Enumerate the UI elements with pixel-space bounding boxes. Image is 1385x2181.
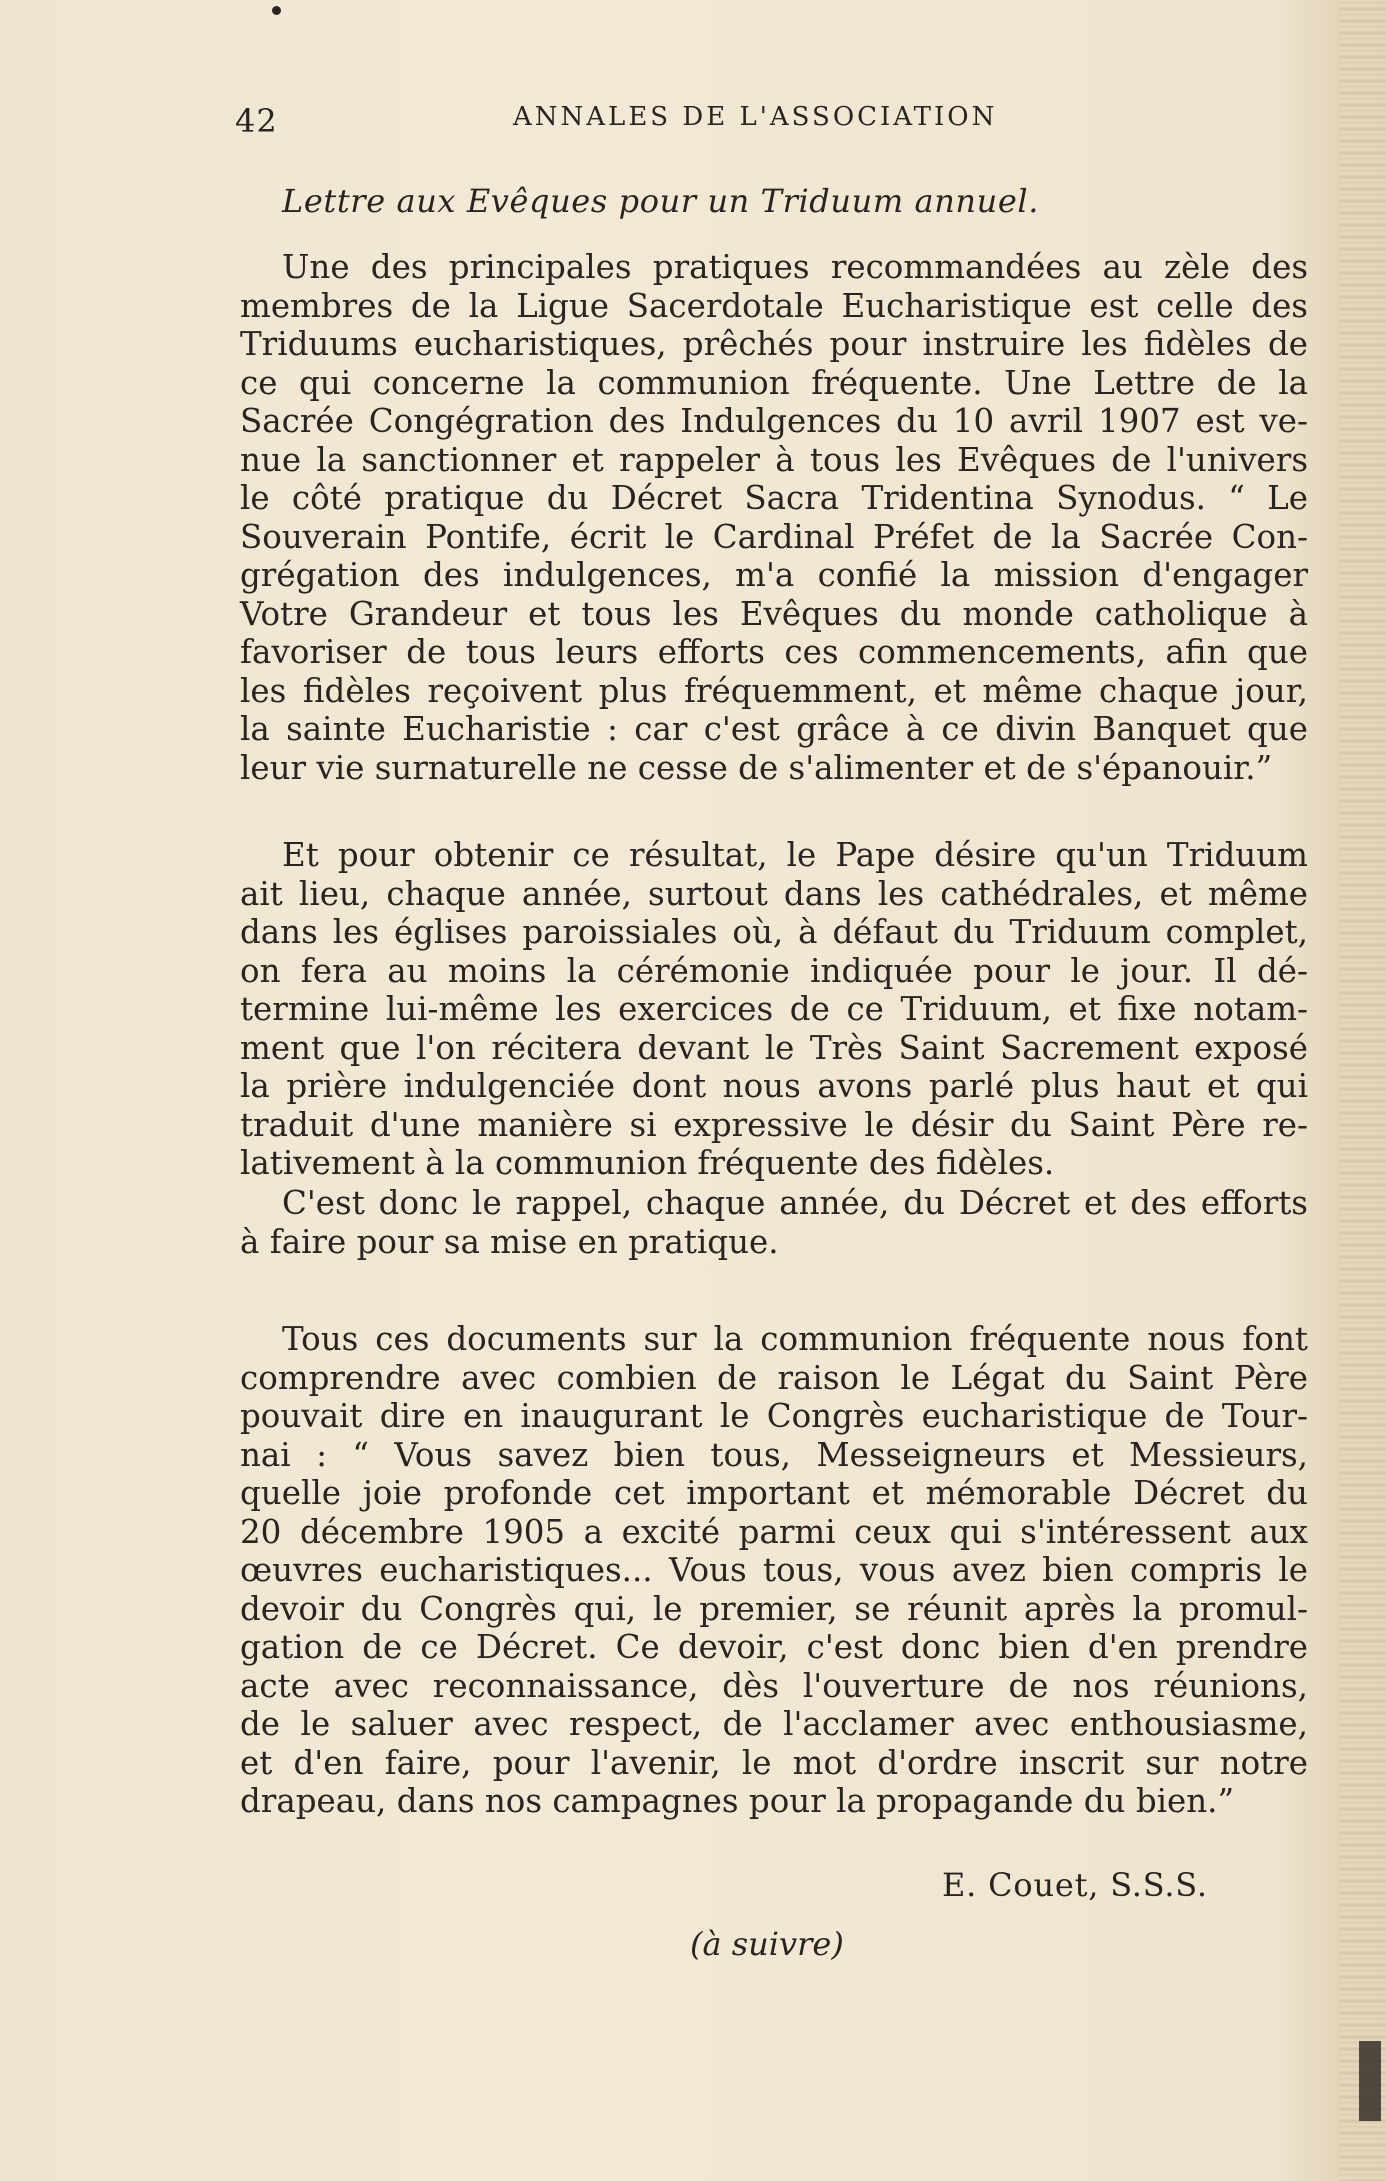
text-line: Votre Grandeur et tous les Evêques du monde catholique à bbox=[240, 594, 1308, 633]
text-line: Triduums eucharistiques, prêchés pour instruire les fidèles de bbox=[240, 325, 1308, 363]
text-line: C'est donc le rappel, chaque année, du Décret et des efforts bbox=[282, 1184, 1308, 1222]
text-line: Tous ces documents sur la communion fréquente nous font bbox=[282, 1320, 1308, 1358]
text-line: lativement à la communion fréquente des fidèles. bbox=[240, 1144, 1055, 1182]
to-be-continued bbox=[690, 1925, 844, 1963]
text-line: favoriser de tous leurs efforts ces commencements, afin que bbox=[240, 633, 1308, 671]
text-line: la prière indulgenciée dont nous avons parlé plus haut et qui bbox=[240, 1067, 1308, 1105]
text-line: de le saluer avec respect, de l'acclamer avec enthousiasme, bbox=[240, 1705, 1308, 1743]
text-line: leur vie surnaturelle ne cesse de s'alimenter et de s'épanouir.” bbox=[240, 748, 1273, 787]
paragraph-4 bbox=[240, 1320, 1308, 1821]
text-line: les fidèles reçoivent plus fréquemment, et même chaque jour, bbox=[240, 671, 1308, 710]
text-line: on fera au moins la cérémonie indiquée pour le jour. Il dé- bbox=[240, 951, 1308, 990]
page-header bbox=[235, 98, 1295, 138]
section-title: Lettre aux Evêques pour un Triduum annuel. bbox=[282, 182, 1039, 220]
text-line: gation de ce Décret. Ce devoir, c'est donc bien d'en prendre bbox=[240, 1628, 1308, 1666]
text-line: œuvres eucharistiques... Vous tous, vous avez bien compris le bbox=[240, 1551, 1308, 1589]
text-line: quelle joie profonde cet important et mémorable Décret du bbox=[240, 1474, 1308, 1512]
text-line: Souverain Pontife, écrit le Cardinal Préfet de la Sacrée Con- bbox=[240, 517, 1308, 556]
page-edge bbox=[1339, 0, 1385, 2181]
text-line: la sainte Eucharistie : car c'est grâce à ce divin Banquet que bbox=[240, 710, 1308, 748]
to-be-continued-text: (à suivre) bbox=[690, 1925, 844, 1963]
text-line: membres de la Ligue Sacerdotale Eucharistique est celle des bbox=[240, 286, 1308, 325]
paragraph-2 bbox=[240, 836, 1308, 1183]
running-head: ANNALES DE L'ASSOCIATION bbox=[513, 102, 998, 132]
text-line: nai : “ Vous savez bien tous, Messeigneurs et Messieurs, bbox=[240, 1435, 1308, 1474]
text-line: termine lui-même les exercices de ce Triduum, et fixe notam- bbox=[240, 990, 1308, 1028]
author-signature: E. Couet, S.S.S. bbox=[942, 1866, 1208, 1904]
text-line: devoir du Congrès qui, le premier, se réunit après la promul- bbox=[240, 1589, 1308, 1628]
text-line: pouvait dire en inaugurant le Congrès eucharistique de Tour- bbox=[240, 1397, 1308, 1435]
text-line: Sacrée Congégration des Indulgences du 10 avril 1907 est ve- bbox=[240, 402, 1308, 440]
text-line: ce qui concerne la communion fréquente. Une Lettre de la bbox=[240, 363, 1308, 402]
text-line: ment que l'on récitera devant le Très Saint Sacrement exposé bbox=[240, 1028, 1308, 1067]
text-line: 20 décembre 1905 a excité parmi ceux qui s'intéressent aux bbox=[240, 1512, 1308, 1551]
text-line: Une des principales pratiques recommandées au zèle des bbox=[282, 248, 1308, 286]
page-number: 42 bbox=[235, 102, 278, 140]
text-line: drapeau, dans nos campagnes pour la propagande du bien.” bbox=[240, 1782, 1235, 1820]
text-line: Et pour obtenir ce résultat, le Pape désire qu'un Triduum bbox=[282, 836, 1308, 874]
text-line: ait lieu, chaque année, surtout dans les cathédrales, et même bbox=[240, 874, 1308, 913]
text-line: nue la sanctionner et rappeler à tous les Evêques de l'univers bbox=[240, 440, 1308, 479]
ink-dot bbox=[272, 6, 281, 15]
page-edge-shadow bbox=[1359, 2041, 1381, 2121]
text-line: grégation des indulgences, m'a confié la mission d'engager bbox=[240, 556, 1308, 594]
text-line: à faire pour sa mise en pratique. bbox=[240, 1222, 779, 1261]
text-line: et d'en faire, pour l'avenir, le mot d'ordre inscrit sur notre bbox=[240, 1743, 1308, 1782]
text-line: acte avec reconnaissance, dès l'ouverture de nos réunions, bbox=[240, 1666, 1308, 1705]
text-line: traduit d'une manière si expressive le désir du Saint Père re- bbox=[240, 1105, 1308, 1144]
paragraph-3 bbox=[240, 1184, 1308, 1261]
text-line: dans les églises paroissiales où, à défaut du Triduum complet, bbox=[240, 913, 1308, 951]
paragraph-1 bbox=[240, 248, 1308, 787]
text-line: comprendre avec combien de raison le Légat du Saint Père bbox=[240, 1358, 1308, 1397]
text-line: le côté pratique du Décret Sacra Tridentina Synodus. “ Le bbox=[240, 479, 1308, 517]
